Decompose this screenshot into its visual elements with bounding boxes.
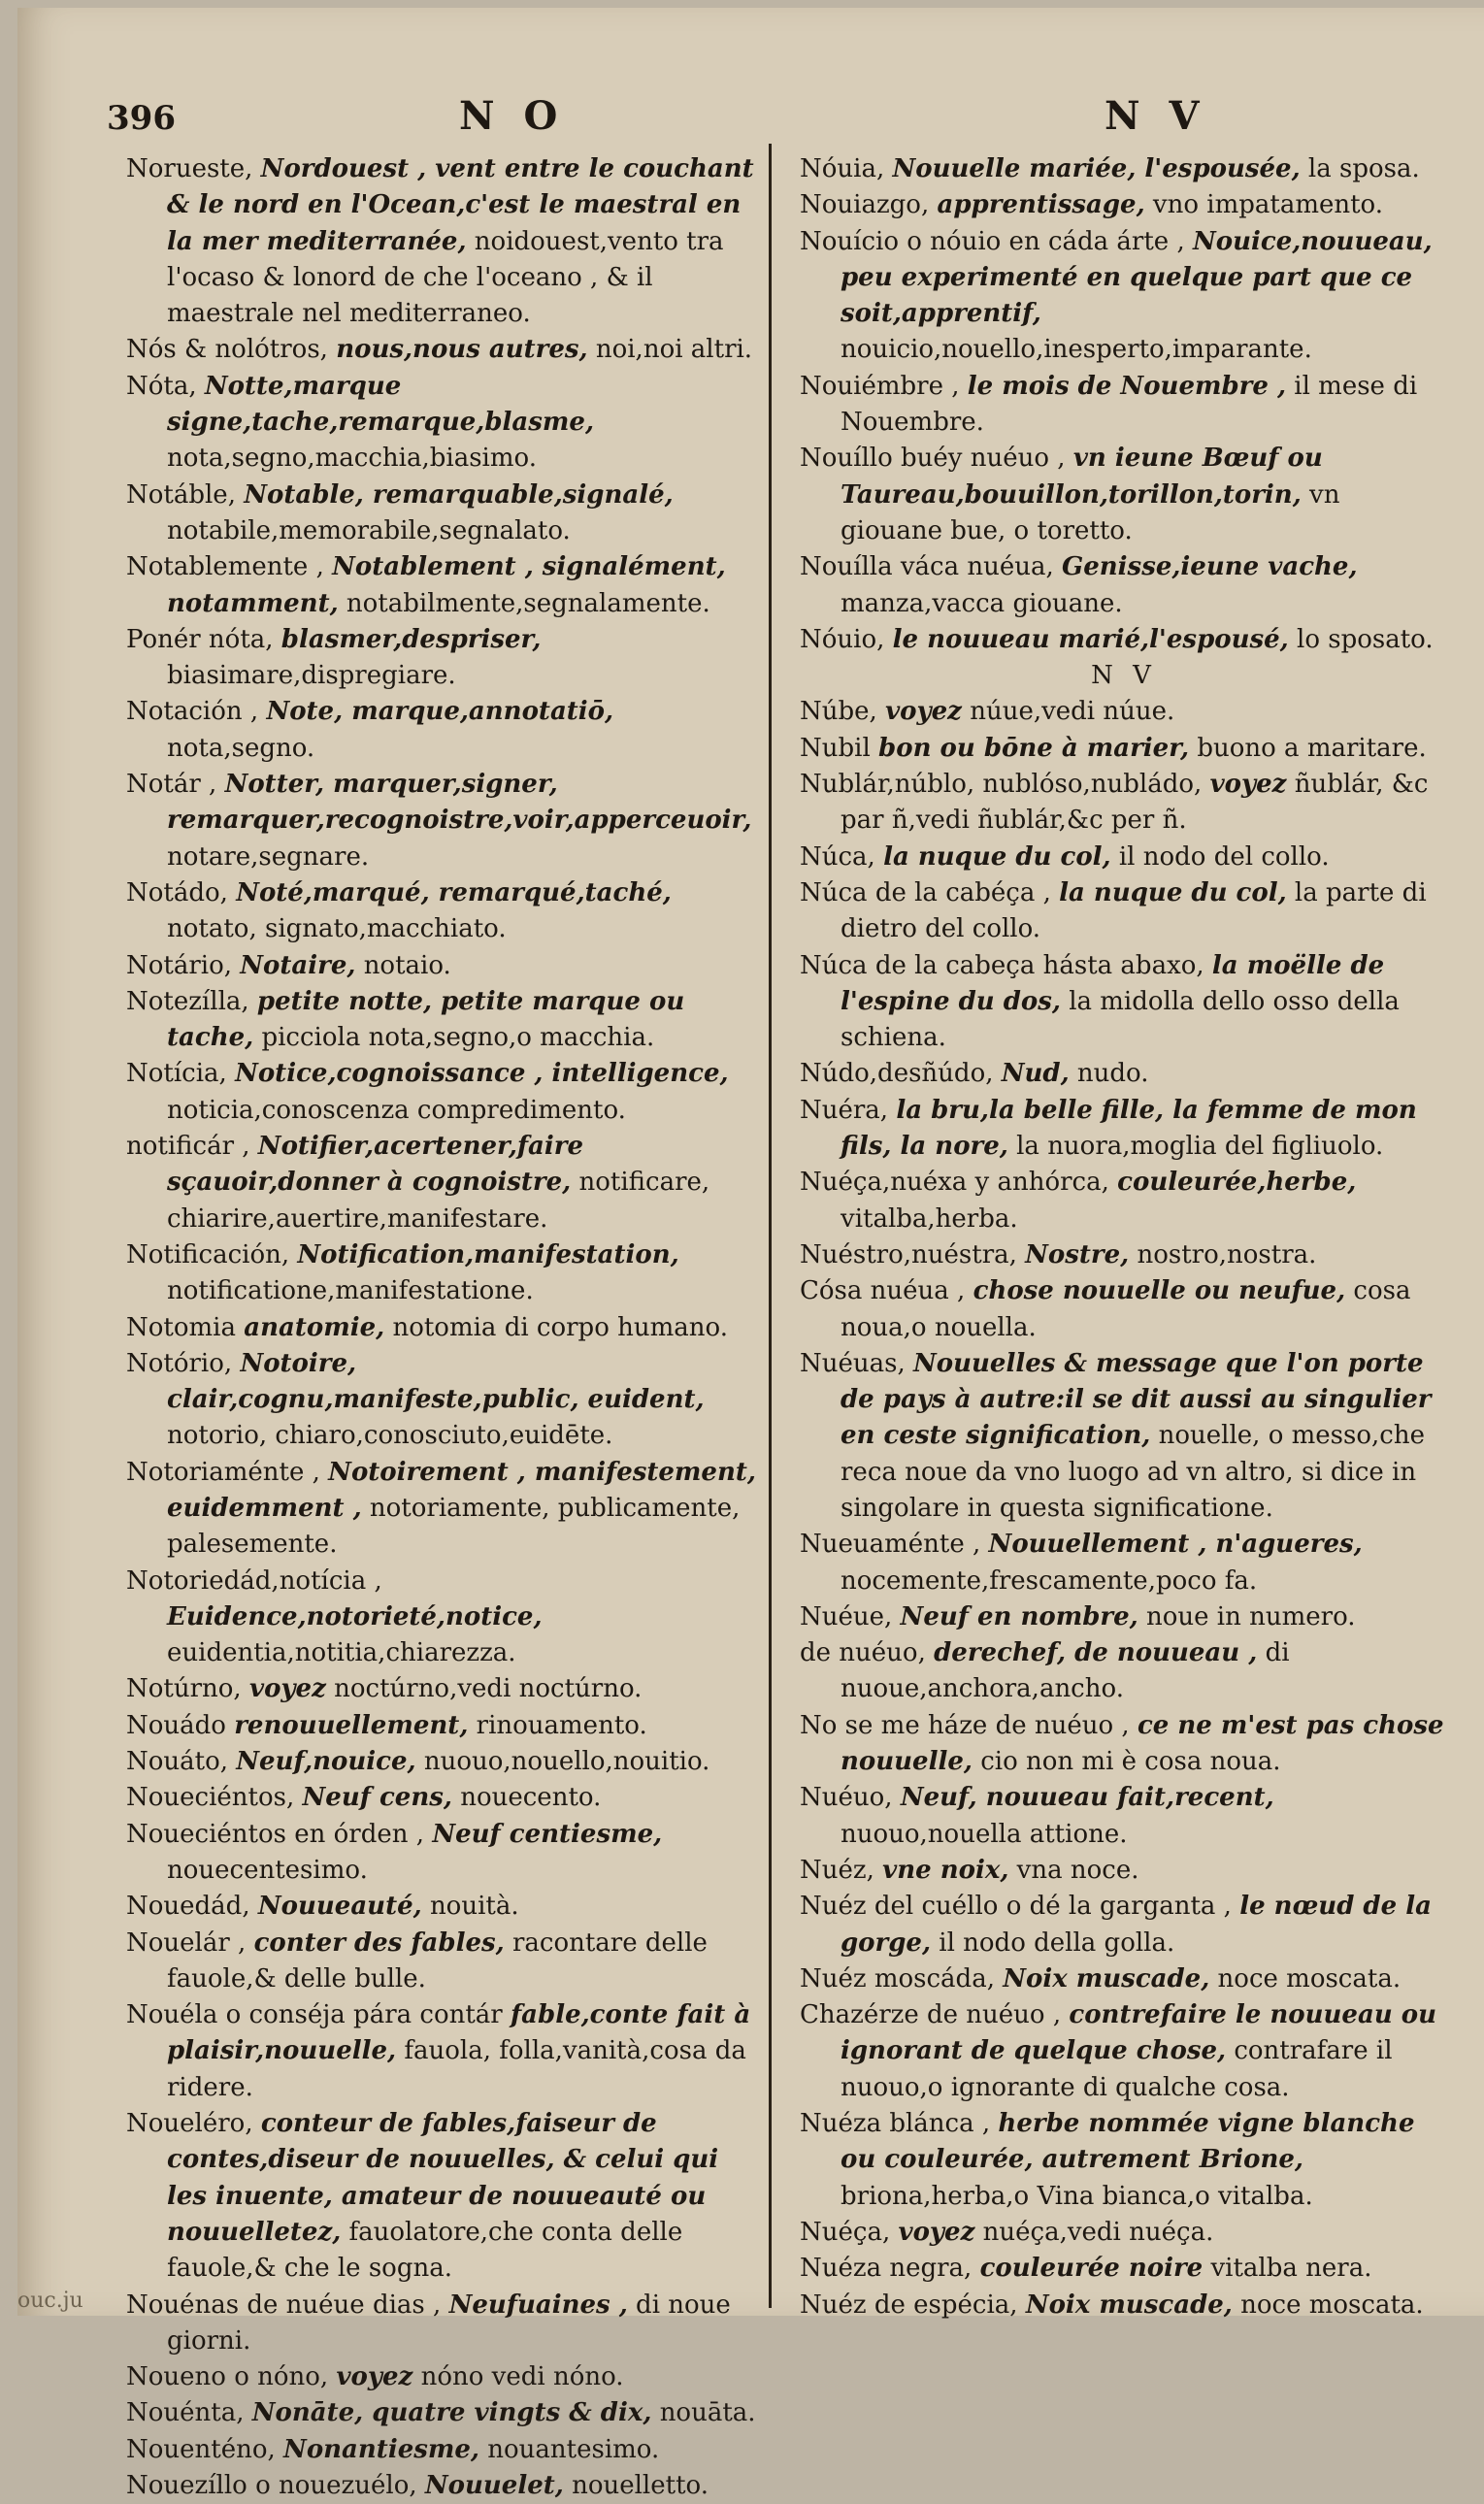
dictionary-entry (126, 369, 759, 478)
dictionary-entry (800, 694, 1448, 730)
french-gloss: apprentissage, (937, 190, 1145, 220)
dictionary-entry (126, 2432, 759, 2468)
headword: Nublár,núblo, nublóso,nubládo, (800, 770, 1203, 800)
headword: Nuéue, (800, 1601, 893, 1631)
italian-gloss: cosa noua,o nouella. (841, 1276, 1411, 1342)
italian-gloss: racontare delle fauole,& delle bulle. (167, 1927, 708, 1993)
italian-gloss: notare,segnare. (167, 841, 370, 872)
italian-gloss: vitalba,herba. (841, 1203, 1018, 1234)
french-gloss: Nordouest , vent entre le couchant & le nord en l'Ocean,c'est le maestral en la mer mediterranée, (167, 154, 754, 256)
headword: Norueste, (126, 154, 253, 183)
dictionary-entry (800, 1889, 1448, 1961)
headword: Nouiémbre , (800, 371, 960, 401)
italian-gloss: noce moscata. (1240, 2290, 1424, 2320)
italian-gloss: picciola nota,segno,o macchia. (261, 1023, 655, 1053)
headword: Nouelár , (126, 1927, 247, 1958)
french-gloss: la nuque du col, (883, 841, 1111, 872)
headword: Notomia (126, 1312, 236, 1342)
headword: Nouéla o conséja pára contár (126, 2000, 503, 2030)
dictionary-entry (126, 1744, 759, 1780)
french-gloss: Genisse,ieune vache, (1062, 552, 1358, 582)
italian-gloss: nocemente,frescamente,poco fa. (841, 1565, 1258, 1596)
italian-gloss: noidouest,vento tra l'ocaso & lonord de che l'oceano , & il maestrale nel mediterraneo. (167, 226, 724, 329)
french-gloss: Notable, remarquable,signalé, (244, 479, 674, 510)
right-running-head: N V (1105, 93, 1207, 139)
headword: Nueuaménte , (800, 1530, 981, 1560)
italian-gloss: nuéça,vedi nuéça. (982, 2217, 1214, 2247)
french-gloss: contrefaire le nouueau ou ignorant de quelque chose, (841, 2000, 1437, 2066)
italian-gloss: noce moscata. (1217, 1963, 1402, 1993)
headword: notificár , (126, 1132, 250, 1162)
italian-gloss: noctúrno,vedi noctúrno. (334, 1674, 643, 1704)
headword: Nóta, (126, 371, 197, 401)
headword: Notúrno, (126, 1674, 242, 1704)
left-running-head: N O (459, 93, 566, 139)
dictionary-entry (800, 767, 1448, 840)
italian-gloss: cio non mi è cosa noua. (980, 1747, 1281, 1777)
italian-gloss: buono a maritare. (1197, 733, 1427, 763)
french-gloss: nous,nous autres, (336, 335, 588, 365)
french-gloss: voyez (1209, 770, 1287, 800)
french-gloss: petite notte, petite marque ou tache, (167, 986, 685, 1053)
dictionary-entry (800, 1056, 1448, 1092)
french-gloss: Neuf,nouice, (236, 1747, 416, 1777)
french-gloss: Notification,manifestation, (297, 1239, 679, 1269)
dictionary-entry (126, 1889, 759, 1925)
italian-gloss: notificatione,manifestatione. (167, 1276, 534, 1306)
french-gloss: Nostre, (1025, 1239, 1130, 1269)
french-gloss: blasmer,despriser, (280, 624, 542, 654)
headword: Nuéz, (800, 1855, 874, 1885)
french-gloss: conteur de fables,faiseur de contes,diseur de nouuelles, & celui qui les inuente, amateur de nouueauté ou nouuelletez, (167, 2109, 719, 2247)
dictionary-entry (800, 948, 1448, 1057)
dictionary-entry (800, 151, 1448, 187)
dictionary-entry (126, 1671, 759, 1707)
dictionary-entry (800, 2288, 1448, 2323)
french-gloss: couleurée,herbe, (1117, 1168, 1357, 1198)
french-gloss: vne noix, (882, 1855, 1009, 1885)
italian-gloss: nota,segno,macchia,biasimo. (167, 444, 537, 474)
french-gloss: Noix muscade, (1025, 2290, 1233, 2320)
headword: Nuéza blánca , (800, 2109, 991, 2139)
headword: Notablemente , (126, 552, 324, 582)
italian-gloss: notomia di corpo humano. (392, 1312, 728, 1342)
dictionary-entry (800, 187, 1448, 223)
headword: Nóuio, (800, 624, 885, 654)
french-gloss: Nouuelet, (424, 2471, 564, 2500)
right-column (800, 151, 1448, 2323)
french-gloss: anatomie, (244, 1312, 385, 1342)
italian-gloss: la nuora,moglia del figliuolo. (1016, 1132, 1384, 1162)
dictionary-entry (126, 1564, 759, 1672)
italian-gloss: vitalba nera. (1210, 2254, 1372, 2284)
dictionary-entry (126, 1129, 759, 1237)
headword: Notório, (126, 1348, 233, 1378)
dictionary-entry (800, 2215, 1448, 2251)
italian-gloss: briona,herba,o Vina bianca,o vitalba. (841, 2181, 1313, 2211)
dictionary-entry (800, 1997, 1448, 2106)
headword: Nouiazgo, (800, 190, 930, 220)
dictionary-entry (800, 840, 1448, 875)
french-gloss: Neuf cens, (302, 1783, 452, 1813)
section-heading: N V (1091, 661, 1157, 691)
french-gloss: Note, marque,annotatiō, (266, 697, 614, 727)
dictionary-entry (126, 1926, 759, 1998)
dictionary-page (17, 8, 1484, 2500)
headword: Nós & nolótros, (126, 335, 328, 365)
italian-gloss: lo sposato. (1297, 624, 1434, 654)
headword: Notezílla, (126, 986, 249, 1016)
dictionary-entry (126, 1780, 759, 1816)
french-gloss: Notoirement , manifestement, euidemment , (167, 1457, 756, 1523)
italian-gloss: vna noce. (1016, 1855, 1139, 1885)
french-gloss: voyez (898, 2217, 975, 2247)
dictionary-entry (126, 1310, 759, 1346)
italian-gloss: vn giouane bue, o toretto. (841, 479, 1340, 545)
dictionary-entry (126, 694, 759, 767)
dictionary-entry (800, 1527, 1448, 1599)
dictionary-entry (800, 1165, 1448, 1237)
french-gloss: Notte,marque signe,tache,remarque,blasme, (167, 371, 594, 438)
french-gloss: voyez (336, 2362, 413, 2392)
dictionary-entry (800, 1273, 1448, 1346)
dictionary-entry (800, 1780, 1448, 1853)
dictionary-entry (126, 1455, 759, 1564)
italian-gloss: nostro,nostra. (1137, 1239, 1317, 1269)
dictionary-entry (126, 2359, 759, 2395)
headword: Notoriaménte , (126, 1457, 320, 1487)
dictionary-entry (800, 622, 1448, 658)
headword: Ponér nóta, (126, 624, 274, 654)
italian-gloss: nouecentesimo. (167, 1855, 368, 1885)
dictionary-entry (126, 1997, 759, 2106)
italian-gloss: il nodo della golla. (939, 1927, 1175, 1958)
french-gloss: renouuellement, (234, 1710, 469, 1740)
italian-gloss: la sposa. (1307, 154, 1420, 183)
french-gloss: Nouueauté, (257, 1892, 422, 1922)
french-gloss: la moëlle de l'espine du dos, (841, 950, 1385, 1016)
headword: Noueléro, (126, 2109, 253, 2139)
italian-gloss: nouāta. (659, 2398, 756, 2428)
headword: Notoriedád,notícia , (126, 1565, 382, 1596)
italian-gloss: notabile,memorabile,segnalato. (167, 515, 571, 545)
dictionary-entry (126, 478, 759, 550)
headword: Notár , (126, 770, 217, 800)
french-gloss: vn ieune Bœuf ou Taureau,bouuillon,torillon,torin, (841, 444, 1323, 510)
dictionary-entry (126, 984, 759, 1057)
dictionary-entry (800, 1093, 1448, 1166)
headword: Núdo,desñúdo, (800, 1059, 994, 1089)
headword: Nuéz moscáda, (800, 1963, 995, 1993)
dictionary-entry (126, 622, 759, 695)
dictionary-entry (800, 549, 1448, 622)
dictionary-entry (800, 1853, 1448, 1889)
french-gloss: Notaire, (240, 950, 356, 980)
headword: Nouénta, (126, 2398, 245, 2428)
italian-gloss: nudo. (1076, 1059, 1149, 1089)
page-header (17, 93, 1484, 151)
dictionary-entry (800, 1961, 1448, 1997)
headword: Nuéuas, (800, 1348, 906, 1378)
french-gloss: Neuf, nouueau fait,recent, (900, 1783, 1274, 1813)
dictionary-entry (800, 1635, 1448, 1708)
italian-gloss: la midolla dello osso della schiena. (841, 986, 1400, 1053)
italian-gloss: il nodo del collo. (1118, 841, 1330, 872)
french-gloss: le nœud de la gorge, (841, 1892, 1432, 1958)
dictionary-entry (800, 875, 1448, 948)
italian-gloss: contrafare il nuouo,o ignorante di qualche cosa. (841, 2036, 1393, 2102)
headword: Nouílla váca nuéua, (800, 552, 1054, 582)
dictionary-entry (126, 767, 759, 875)
french-gloss: Noix muscade, (1003, 1963, 1210, 1993)
dictionary-entry (126, 332, 759, 368)
headword: Núbe, (800, 697, 877, 727)
italian-gloss: fauolatore,che conta delle fauole,& che le sogna. (167, 2217, 683, 2284)
italian-gloss: rinouamento. (476, 1710, 647, 1740)
french-gloss: Notablement , signalément, notamment, (167, 552, 726, 618)
french-gloss: Nonāte, quatre vingts & dix, (251, 2398, 652, 2428)
italian-gloss: notabilmente,segnalamente. (346, 588, 710, 618)
dictionary-entry (126, 875, 759, 948)
headword: Nuéz de espécia, (800, 2290, 1018, 2320)
french-gloss: herbe nommée vigne blanche ou couleurée, autrement Brione, (841, 2109, 1415, 2175)
headword: Núca de la cabeça hásta abaxo, (800, 950, 1204, 980)
italian-gloss: notaio. (363, 950, 451, 980)
italian-gloss: il mese di Nouembre. (841, 371, 1418, 438)
french-gloss: bon ou bōne à marier, (878, 733, 1190, 763)
headword: Nuéça,nuéxa y anhórca, (800, 1168, 1109, 1198)
headword: Notificación, (126, 1239, 290, 1269)
french-gloss: Notter, marquer,signer, remarquer,recognoistre,voir,apperceuoir, (167, 770, 752, 836)
italian-gloss: noticia,conoscenza compredimento. (167, 1095, 626, 1125)
headword: Nouáto, (126, 1747, 229, 1777)
italian-gloss: notificare, chiarire,auertire,manifestare. (167, 1168, 710, 1234)
italian-gloss: biasimare,dispregiare. (167, 661, 456, 691)
dictionary-entry (126, 1237, 759, 1310)
headword: Nouício o nóuio en cáda árte , (800, 226, 1185, 256)
dictionary-entry (800, 441, 1448, 549)
italian-gloss: nota,segno. (167, 733, 315, 763)
headword: Nouedád, (126, 1892, 250, 1922)
dictionary-entry (126, 2395, 759, 2431)
italian-gloss: euidentia,notitia,chiarezza. (167, 1638, 516, 1668)
italian-gloss: noi,noi altri. (595, 335, 753, 365)
french-gloss: Nud, (1001, 1059, 1070, 1089)
dictionary-entry (800, 369, 1448, 442)
french-gloss: Neufuaines , (448, 2290, 628, 2320)
italian-gloss: noue in numero. (1145, 1601, 1356, 1631)
french-gloss: Nouuellement , n'agueres, (988, 1530, 1363, 1560)
italian-gloss: nouantesimo. (487, 2434, 660, 2464)
headword: Notación , (126, 697, 259, 727)
french-gloss: la nuque du col, (1059, 877, 1287, 907)
headword: Noueciéntos en órden , (126, 1819, 425, 1849)
dictionary-entry (800, 224, 1448, 369)
dictionary-entry (126, 2106, 759, 2287)
italian-gloss: di noue giorni. (167, 2290, 731, 2356)
dictionary-entry (800, 1599, 1448, 1635)
italian-gloss: ñublár, &c par ñ,vedi ñublár,&c per ñ. (841, 770, 1429, 836)
dictionary-entry (800, 1708, 1448, 1781)
headword: Nouenténo, (126, 2434, 276, 2464)
italian-gloss: notorio, chiaro,conosciuto,euidēte. (167, 1421, 613, 1451)
headword: Nouénas de nuéue dias , (126, 2290, 442, 2320)
french-gloss: chose nouuelle ou neufue, (973, 1276, 1346, 1306)
headword: Nouezíllo o nouezuélo, (126, 2471, 417, 2500)
dictionary-entry (126, 1056, 759, 1129)
headword: Noueciéntos, (126, 1783, 295, 1813)
headword: Nuéz del cuéllo o dé la garganta , (800, 1892, 1232, 1922)
dictionary-entry (126, 2288, 759, 2360)
headword: Nubil (800, 733, 871, 763)
headword: Nuéça, (800, 2217, 891, 2247)
french-gloss: Nouuelles & message que l'on porte de pays à autre:il se dit aussi au singulier en ceste signification, (841, 1348, 1432, 1451)
headword: Núca de la cabéça , (800, 877, 1051, 907)
headword: Nóuia, (800, 154, 885, 183)
french-gloss: Neuf en nombre, (900, 1601, 1138, 1631)
french-gloss: Nonantiesme, (283, 2434, 479, 2464)
italian-gloss: nouecento. (460, 1783, 602, 1813)
french-gloss: Noté,marqué, remarqué,taché, (236, 877, 672, 907)
italian-gloss: notato, signato,macchiato. (167, 914, 507, 944)
dictionary-entry (126, 151, 759, 332)
french-gloss: fable,conte fait à plaisir,nouuelle, (167, 2000, 751, 2066)
italian-gloss: nuouo,nouello,nouitio. (423, 1747, 710, 1777)
french-gloss: voyez (248, 1674, 326, 1704)
french-gloss: Nouuelle mariée, l'espousée, (892, 154, 1301, 183)
italian-gloss: nouelletto. (572, 2471, 709, 2500)
italian-gloss: nóno vedi nóno. (420, 2362, 624, 2392)
french-gloss: derechef, de nouueau , (934, 1638, 1258, 1668)
headword: Notícia, (126, 1059, 227, 1089)
page-number: 396 (107, 99, 176, 138)
dictionary-entry (800, 2106, 1448, 2215)
dictionary-entry (126, 1817, 759, 1890)
headword: Notáble, (126, 479, 236, 510)
italian-gloss: nouità. (429, 1892, 519, 1922)
dictionary-entry (126, 1346, 759, 1455)
french-gloss: Euidence,notorieté,notice, (167, 1601, 543, 1631)
headword: No se me háze de nuéuo , (800, 1710, 1130, 1740)
french-gloss: le mois de Nouembre , (967, 371, 1287, 401)
headword: Nuéra, (800, 1095, 889, 1125)
french-gloss: Neuf centiesme, (432, 1819, 663, 1849)
french-gloss: conter des fables, (253, 1927, 505, 1958)
column-divider (769, 144, 772, 2308)
french-gloss: Nouice,nouueau, peu experimenté en quelque part que ce soit,apprentif, (841, 226, 1433, 329)
dictionary-entry (126, 948, 759, 984)
french-gloss: Notice,cognoissance , intelligence, (235, 1059, 729, 1089)
headword: Noueno o nóno, (126, 2362, 329, 2392)
headword: Notádo, (126, 877, 228, 907)
headword: Cósa nuéua , (800, 1276, 966, 1306)
headword: Nuéuo, (800, 1783, 893, 1813)
headword: Nuéza negra, (800, 2254, 973, 2284)
dictionary-entry (800, 1346, 1448, 1527)
french-gloss: Notoire, clair,cognu,manifeste,public, euident, (167, 1348, 705, 1415)
headword: Nouádo (126, 1710, 226, 1740)
italian-gloss: manza,vacca giouane. (841, 588, 1123, 618)
headword: de nuéuo, (800, 1638, 926, 1668)
french-gloss: ce ne m'est pas chose nouuelle, (841, 1710, 1444, 1777)
french-gloss: voyez (885, 697, 962, 727)
gutter-text: ouc.ju (17, 2289, 83, 2313)
italian-gloss: di nuoue,anchora,ancho. (841, 1638, 1290, 1704)
dictionary-entry (800, 731, 1448, 767)
french-gloss: le nouueau marié,l'espousé, (892, 624, 1289, 654)
italian-gloss: notoriamente, publicamente, palesemente. (167, 1493, 741, 1560)
dictionary-entry (800, 1237, 1448, 1273)
dictionary-entry (800, 2251, 1448, 2287)
headword: Nouíllo buéy nuéuo , (800, 444, 1066, 474)
italian-gloss: la parte di dietro del collo. (841, 877, 1427, 944)
italian-gloss: nuouo,nouella attione. (841, 1819, 1128, 1849)
dictionary-entry (126, 2468, 759, 2504)
headword: Nuéstro,nuéstra, (800, 1239, 1017, 1269)
french-gloss: la bru,la belle fille, la femme de mon fils, la nore, (841, 1095, 1417, 1162)
headword: Núca, (800, 841, 875, 872)
dictionary-entry (126, 1708, 759, 1744)
left-column (126, 151, 759, 2504)
headword: Notário, (126, 950, 233, 980)
dictionary-entry (126, 549, 759, 622)
italian-gloss: nouicio,nouello,inesperto,imparante. (841, 335, 1312, 365)
italian-gloss: núue,vedi núue. (970, 697, 1175, 727)
french-gloss: couleurée noire (979, 2254, 1204, 2284)
italian-gloss: nouelle, o messo,che reca noue da vno luogo ad vn altro, si dice in singolare in questa significatione. (841, 1421, 1425, 1523)
headword: Chazérze de nuéuo , (800, 2000, 1062, 2030)
italian-gloss: fauola, folla,vanità,cosa da ridere. (167, 2036, 746, 2102)
french-gloss: Notifier,acertener,faire sçauoir,donner à cognoistre, (167, 1132, 584, 1198)
italian-gloss: vno impatamento. (1152, 190, 1384, 220)
